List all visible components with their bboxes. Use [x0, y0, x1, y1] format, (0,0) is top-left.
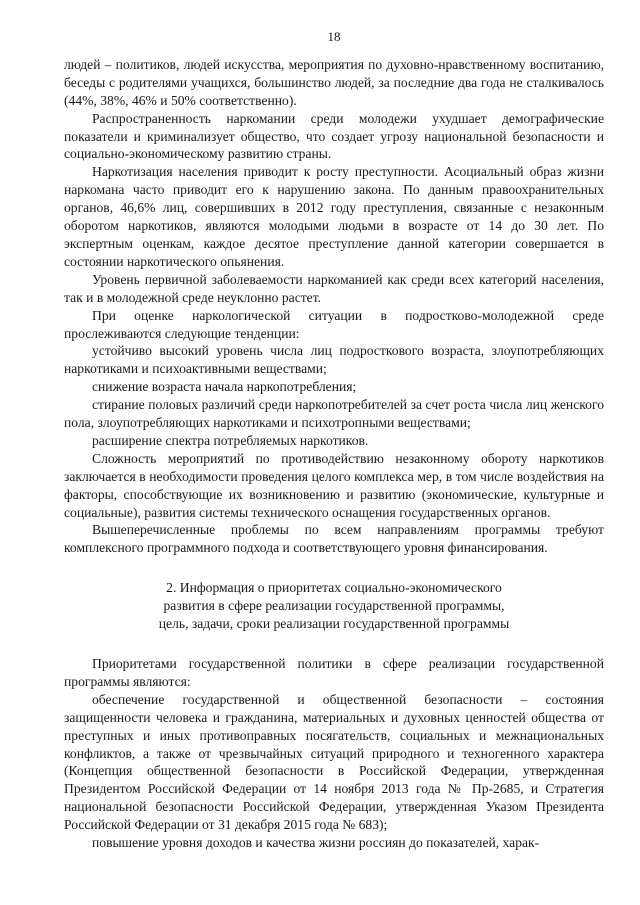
- paragraph: Уровень первичной заболеваемости наркоманией как среди всех категорий населения, так и в молодежной среде неуклонно растет.: [64, 271, 604, 305]
- list-item: обеспечение государственной и общественной безопасности – состояния защищенности человека и гражданина, материальных и духовных ценностей общества от преступных и иных противоправных посягательств, социальных и межнациональных конфликтов, а также от чрезвычайных ситуаций природного и техногенного характера (Концепция общественной безопасности в Российской Федерации, утвержденная Президентом Российской Федерации от 14 ноября 2013 года № Пр-2685, и Стратегия национальной безопасности Российской Федерации, утвержденная Указом Президента Российской Федерации от 31 декабря 2015 года № 683);: [64, 691, 604, 833]
- paragraph: людей – политиков, людей искусства, мероприятия по духовно-нравственному воспитанию, беседы с родителями учащихся, большинство людей, за последние два года не сталкивалось (44%, 38%, 46% и 50% соответственно).: [64, 56, 604, 108]
- paragraph: При оценке наркологической ситуации в подростково-молодежной среде прослеживаются следующие тенденции:: [64, 307, 604, 341]
- section-heading-line: цель, задачи, сроки реализации государственной программы: [158, 616, 510, 632]
- page-number: 18: [327, 29, 341, 44]
- paragraph: Наркотизация населения приводит к росту преступности. Асоциальный образ жизни наркомана часто приводит его к нарушению закона. По данным правоохранительных органов, 46,6% лиц, совершивших в 2012 году преступления, связанные с незаконным оборотом наркотиков, являются молодыми людьми в возрасте от 14 до 30 лет. По экспертным оценкам, каждое десятое преступление данной категории совершается в состоянии наркотического опьянения.: [64, 164, 604, 269]
- paragraph: Приоритетами государственной политики в сфере реализации государственной программы являются:: [64, 656, 604, 689]
- list-item: снижение возраста начала наркопотребления;: [92, 379, 357, 395]
- section-heading-line: 2. Информация о приоритетах социально-экономического: [166, 580, 502, 596]
- list-item: стирание половых различий среди наркопотребителей за счет роста числа лиц женского пола, злоупотребляющих наркотиками и психотропными веществами;: [64, 397, 604, 431]
- section-heading: [64, 579, 604, 633]
- paragraph: Сложность мероприятий по противодействию незаконному обороту наркотиков заключается в необходимости проведения целого комплекса мер, в том числе воздействия на факторы, способствующие их возникновению и развитию (экономические, культурные и социальные), развития системы технического оснащения государственных органов.: [64, 450, 604, 520]
- list-item: расширение спектра потребляемых наркотиков.: [92, 432, 369, 448]
- document-page: [64, 28, 604, 852]
- paragraph: Вышеперечисленные проблемы по всем направлениям программы требуют комплексного программного подхода и соответствующего уровня финансирования.: [64, 522, 604, 556]
- list-item: повышение уровня доходов и качества жизни россиян до показателей, харак-: [92, 835, 540, 851]
- list-item: устойчиво высокий уровень числа лиц подросткового возраста, злоупотребляющих наркотиками и психоактивными веществами;: [64, 343, 604, 377]
- section-heading-line: развития в сфере реализации государственной программы,: [163, 598, 505, 614]
- paragraph: Распространенность наркомании среди молодежи ухудшает демографические показатели и криминализует общество, что создает угрозу национальной безопасности и социально-экономическому развитию страны.: [64, 110, 604, 162]
